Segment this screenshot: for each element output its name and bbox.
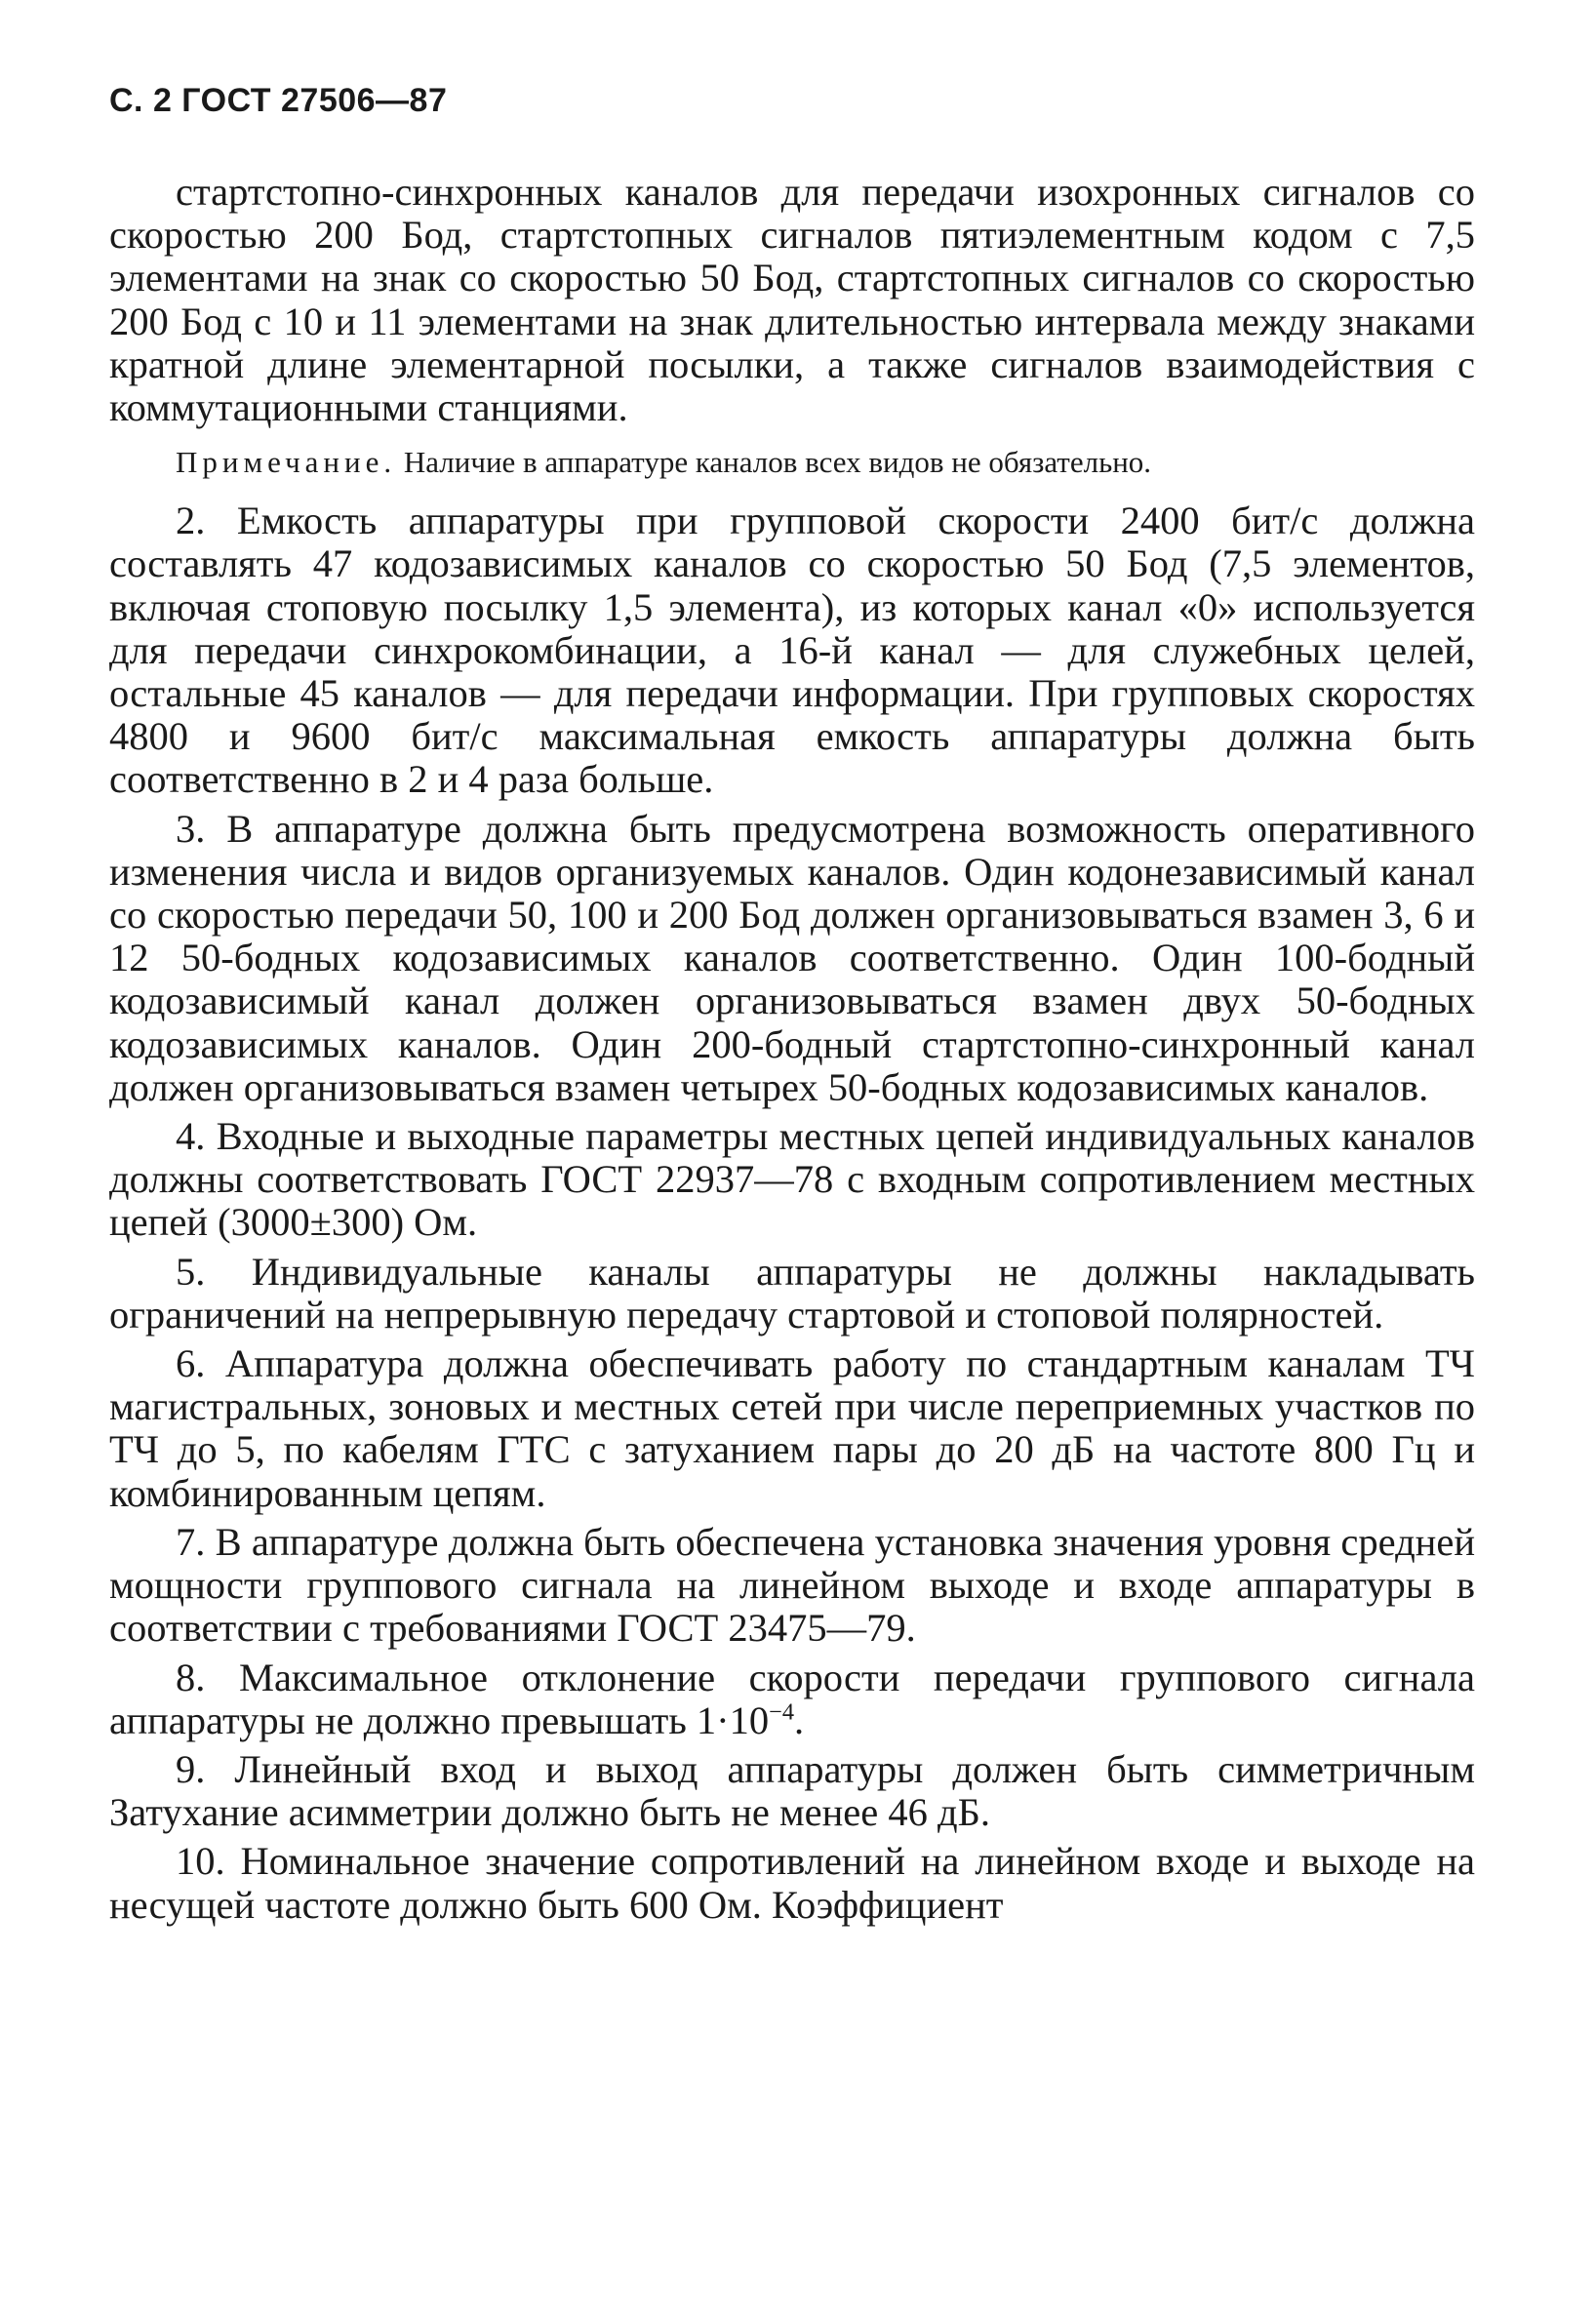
item-8 [109, 1656, 1475, 1742]
item-7: 7. В аппаратуре должна быть обеспечена установка значения уровня средней мощности группового сигнала на линейном выходе и входе аппаратуры в соответствии с требованиями ГОСТ 23475—79. [109, 1519, 1475, 1651]
item-10: 10. Номинальное значение сопротивлений на линейном входе и выходе на несущей частоте должно быть 600 Ом. Коэффициент [109, 1839, 1475, 1927]
document-page [109, 82, 1475, 1933]
item-8-text: 8. Максимальное отклонение скорости передачи группового сигнала аппаратуры не должно превышать 1·10 [109, 1655, 1475, 1742]
item-4: 4. Входные и выходные параметры местных цепей индивидуальных каналов должны соответствовать ГОСТ 22937—78 с входным сопротивлением местных цепей (3000±300) Ом. [109, 1114, 1475, 1245]
intro-paragraph: стартстопно-синхронных каналов для передачи изохронных сигналов со скоростью 200 Бод, стартстопных сигналов пятиэлементным кодом с 7,5 элементами на знак со скоростью 50 Бод, стартстопных сигналов со скоростью 200 Бод с 10 и 11 элементами на знак длительностью интервала между знаками кратной длине элементарной посылки, а также сигналов взаимодействия с коммутационными станциями. [109, 170, 1475, 430]
item-8-tail: . [794, 1697, 805, 1742]
page-header: С. 2 ГОСТ 27506—87 [109, 82, 448, 119]
item-8-exponent: −4 [769, 1698, 795, 1726]
item-9: 9. Линейный вход и выход аппаратуры должен быть симметричным Затухание асимметрии должно быть не менее 46 дБ. [109, 1746, 1475, 1835]
item-5: 5. Индивидуальные каналы аппаратуры не должны накладывать ограничений на непрерывную передачу стартовой и стоповой полярностей. [109, 1249, 1475, 1337]
item-2: 2. Емкость аппаратуры при групповой скорости 2400 бит/с должна составлять 47 кодозависимых каналов со скоростью 50 Бод (7,5 элементов, включая стоповую посылку 1,5 элемента), из которых канал «0» используется для передачи синхрокомбинации, а 16-й канал — для служебных целей, остальные 45 каналов — для передачи информации. При групповых скоростях 4800 и 9600 бит/с максимальная емкость аппаратуры должна быть соответственно в 2 и 4 раза больше. [109, 499, 1475, 802]
note-label: Примечание. [176, 445, 397, 480]
item-6: 6. Аппаратура должна обеспечивать работу по стандартным каналам ТЧ магистральных, зоновых и местных сетей при числе переприемных участков по ТЧ до 5, по кабелям ГТС с затуханием пары до 20 дБ на частоте 800 Гц и комбинированным цепям. [109, 1341, 1475, 1515]
item-3: 3. В аппаратуре должна быть предусмотрена возможность оперативного изменения числа и видов организуемых каналов. Один кодонезависимый канал со скоростью передачи 50, 100 и 200 Бод должен организовываться взамен 3, 6 и 12 50-бодных кодозависимых каналов соответственно. Один 100-бодный кодозависимый канал должен организовываться взамен двух 50-бодных кодозависимых каналов. Один 200-бодный стартстопно-синхронный канал должен организовываться взамен четырех 50-бодных кодозависимых каналов. [109, 806, 1475, 1109]
note-text: Наличие в аппаратуре каналов всех видов не обязательно. [396, 445, 1152, 480]
note [109, 443, 1475, 482]
